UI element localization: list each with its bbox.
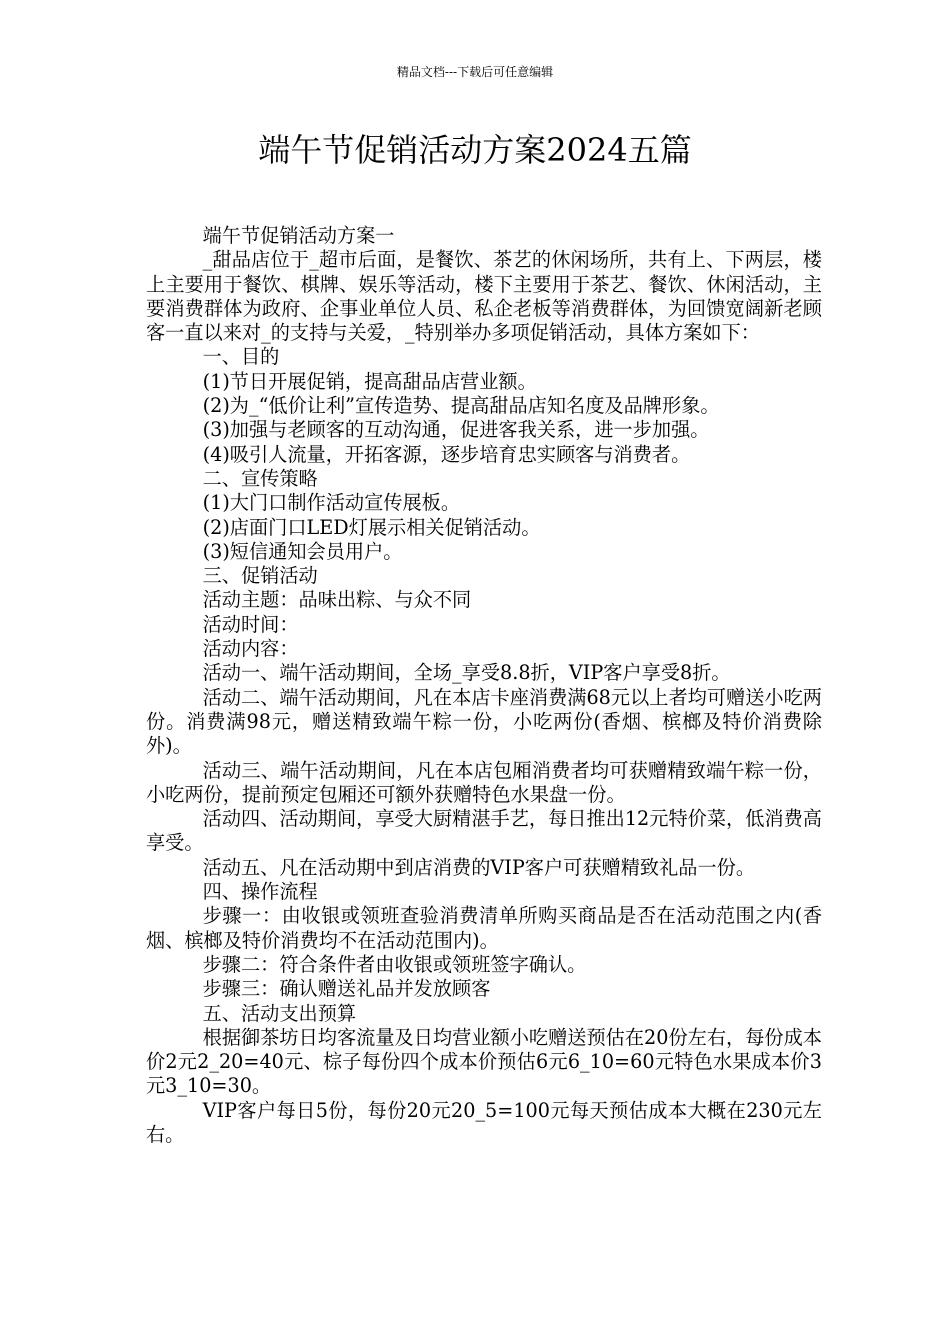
paragraph: 步骤一：由收银或领班查验消费清单所购买商品是否在活动范围之内(香烟、槟榔及特价消费均不在活动范围内)。 bbox=[146, 904, 822, 952]
paragraph: 活动一、端午活动期间，全场_享受8.8折，VIP客户享受8折。 bbox=[202, 661, 731, 685]
paragraph: (2)店面门口LED灯展示相关促销活动。 bbox=[202, 515, 541, 539]
section-heading: 二、宣传策略 bbox=[202, 466, 318, 490]
section-heading: 四、操作流程 bbox=[202, 880, 318, 904]
section-heading: 一、目的 bbox=[202, 345, 280, 369]
paragraph: 活动主题：品味出粽、与众不同 bbox=[202, 588, 472, 612]
paragraph: 活动三、端午活动期间，凡在本店包厢消费者均可获赠精致端午粽一份，小吃两份，提前预定包厢还可额外获赠特色水果盘一份。 bbox=[146, 758, 822, 806]
paragraph: (3)加强与老顾客的互动沟通，促进客我关系，进一步加强。 bbox=[202, 418, 710, 442]
paragraph: (3)短信通知会员用户。 bbox=[202, 539, 403, 563]
paragraph: (1)大门口制作活动宣传展板。 bbox=[202, 491, 461, 515]
document-title: 端午节促销活动方案2024五篇 bbox=[258, 131, 692, 169]
paragraph: VIP客户每日5份，每份20元20_5=100元每天预估成本大概在230元左右。 bbox=[146, 1098, 822, 1146]
paragraph: 步骤三：确认赠送礼品并发放顾客 bbox=[202, 977, 491, 1001]
paragraph: (2)为_“低价让利”宣传造势、提高甜品店知名度及品牌形象。 bbox=[202, 394, 720, 418]
paragraph: 活动五、凡在活动期中到店消费的VIP客户可获赠精致礼品一份。 bbox=[202, 855, 756, 879]
paragraph: (1)节日开展促销，提高甜品店营业额。 bbox=[202, 369, 537, 393]
section-heading: 五、活动支出预算 bbox=[202, 1001, 357, 1025]
paragraph: 活动时间： bbox=[202, 612, 299, 636]
paragraph: _甜品店位于_超市后面，是餐饮、茶艺的休闲场所，共有上、下两层，楼上主要用于餐饮、棋牌、娱乐等活动，楼下主要用于茶艺、餐饮、休闲活动，主要消费群体为政府、企事业单位人员、私企老板等消费群体，为回馈宽阔新老顾客一直以来对_的支持与关爱，_特别举办多项促销活动，具体方案如下： bbox=[146, 248, 822, 345]
paragraph: (4)吸引人流量，开拓客源，逐步培育忠实顾客与消费者。 bbox=[202, 442, 691, 466]
section-heading: 端午节促销活动方案一 bbox=[202, 224, 395, 247]
paragraph: 活动内容： bbox=[202, 637, 299, 661]
paragraph: 根据御茶坊日均客流量及日均营业额小吃赠送预估在20份左右，每份成本价2元2_20=40元、棕子每份四个成本价预估6元6_10=60元特色水果成本价3元3_10=30。 bbox=[146, 1025, 822, 1098]
paragraph: 活动四、活动期间，享受大厨精湛手艺，每日推出12元特价菜，低消费高享受。 bbox=[146, 807, 822, 855]
section-heading: 三、促销活动 bbox=[202, 564, 318, 588]
document-body bbox=[146, 224, 822, 1147]
paragraph: 活动二、端午活动期间，凡在本店卡座消费满68元以上者均可赠送小吃两份。消费满98元，赠送精致端午粽一份，小吃两份(香烟、槟榔及特价消费除外)。 bbox=[146, 685, 822, 758]
paragraph: 步骤二：符合条件者由收银或领班签字确认。 bbox=[202, 952, 587, 976]
page-header: 精品文档---下载后可任意编辑 bbox=[396, 65, 554, 79]
